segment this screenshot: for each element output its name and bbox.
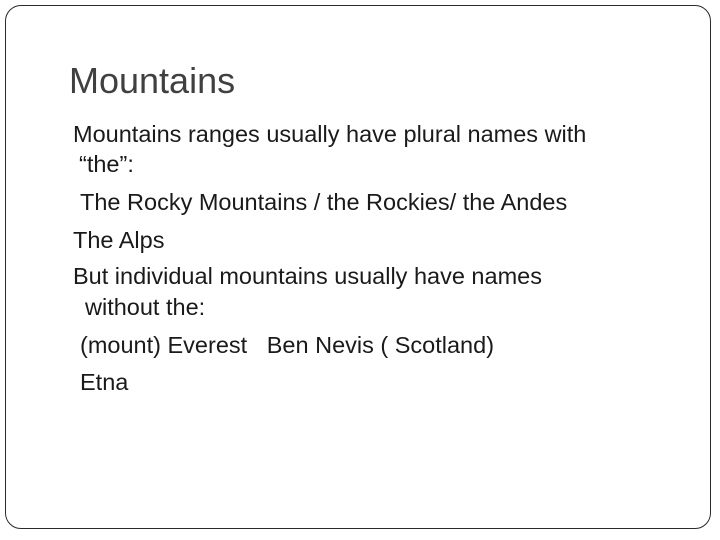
body-line-7: (mount) Everest Ben Nevis ( Scotland) — [80, 332, 495, 358]
body-line-8: Etna — [80, 369, 129, 395]
body-line-3: The Rocky Mountains / the Rockies/ the Andes — [80, 189, 568, 215]
body-line-6: without the: — [85, 294, 206, 320]
body-line-1: Mountains ranges usually have plural names with — [73, 121, 587, 147]
body-line-2: “the”: — [79, 151, 134, 177]
body-line-4: The Alps — [73, 227, 165, 253]
slide-title: Mountains — [69, 60, 236, 101]
body-line-5: But individual mountains usually have names — [73, 263, 542, 289]
